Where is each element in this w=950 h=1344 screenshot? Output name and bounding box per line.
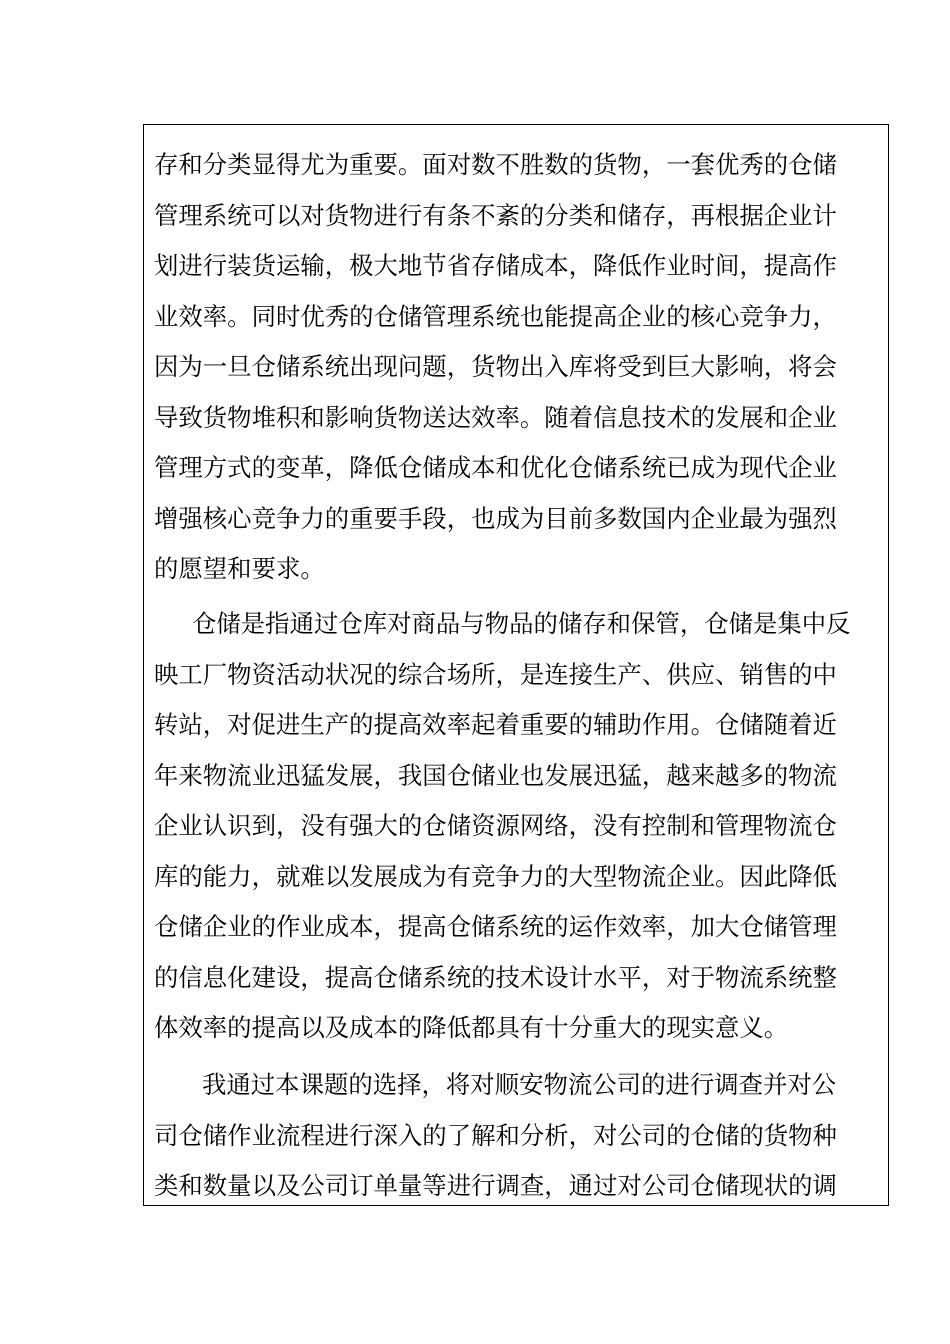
text-line: 企业认识到，没有强大的仓储资源网络，没有控制和管理物流仓 — [154, 811, 837, 840]
text-line: 转站，对促进生产的提高效率起着重要的辅助作用。仓储随着近 — [154, 710, 837, 739]
text-line: 年来物流业迅猛发展，我国仓储业也发展迅猛，越来越多的物流 — [154, 760, 837, 790]
text-line: 业效率。同时优秀的仓储管理系统也能提高企业的核心竞争力， — [154, 301, 837, 331]
text-line: 的信息化建设，提高仓储系统的技术设计水平，对于物流系统整 — [154, 962, 837, 992]
text-line: 库的能力，就难以发展成为有竞争力的大型物流企业。因此降低 — [154, 861, 837, 891]
text-line: 司仓储作业流程进行深入的了解和分析，对公司的仓储的货物种 — [154, 1120, 837, 1150]
text-line: 因为一旦仓储系统出现问题，货物出入库将受到巨大影响，将会 — [154, 352, 837, 381]
text-line: 体效率的提高以及成本的降低都具有十分重大的现实意义。 — [154, 1013, 789, 1042]
paragraph-1 — [154, 140, 837, 595]
text-line: 映工厂物资活动状况的综合场所，是连接生产、供应、销售的中 — [154, 659, 837, 689]
paragraph-2 — [154, 599, 851, 1054]
text-line: 仓储企业的作业成本，提高仓储系统的运作效率，加大仓储管理 — [154, 912, 837, 941]
text-line: 增强核心竞争力的重要手段，也成为目前多数国内企业最为强烈 — [154, 503, 837, 533]
text-line: 导致货物堆积和影响货物送达效率。随着信息技术的发展和企业 — [154, 402, 837, 432]
text-line: 我通过本课题的选择，将对顺安物流公司的进行调查并对公 — [202, 1070, 837, 1099]
text-line: 划进行装货运输，极大地节省存储成本，降低作业时间，提高作 — [154, 251, 837, 280]
text-line: 仓储是指通过仓库对商品与物品的储存和保管，仓储是集中反 — [192, 609, 851, 638]
document-frame — [143, 124, 889, 1206]
text-line: 类和数量以及公司订单量等进行调查，通过对公司仓储现状的调 — [154, 1171, 837, 1200]
text-line: 存和分类显得尤为重要。面对数不胜数的货物，一套优秀的仓储 — [154, 150, 837, 179]
text-line: 管理系统可以对货物进行有条不紊的分类和储存，再根据企业计 — [154, 200, 837, 230]
paragraph-3 — [154, 1060, 837, 1206]
text-line: 的愿望和要求。 — [154, 554, 325, 583]
text-line: 管理方式的变革，降低仓储成本和优化仓储系统已成为现代企业 — [154, 453, 837, 482]
